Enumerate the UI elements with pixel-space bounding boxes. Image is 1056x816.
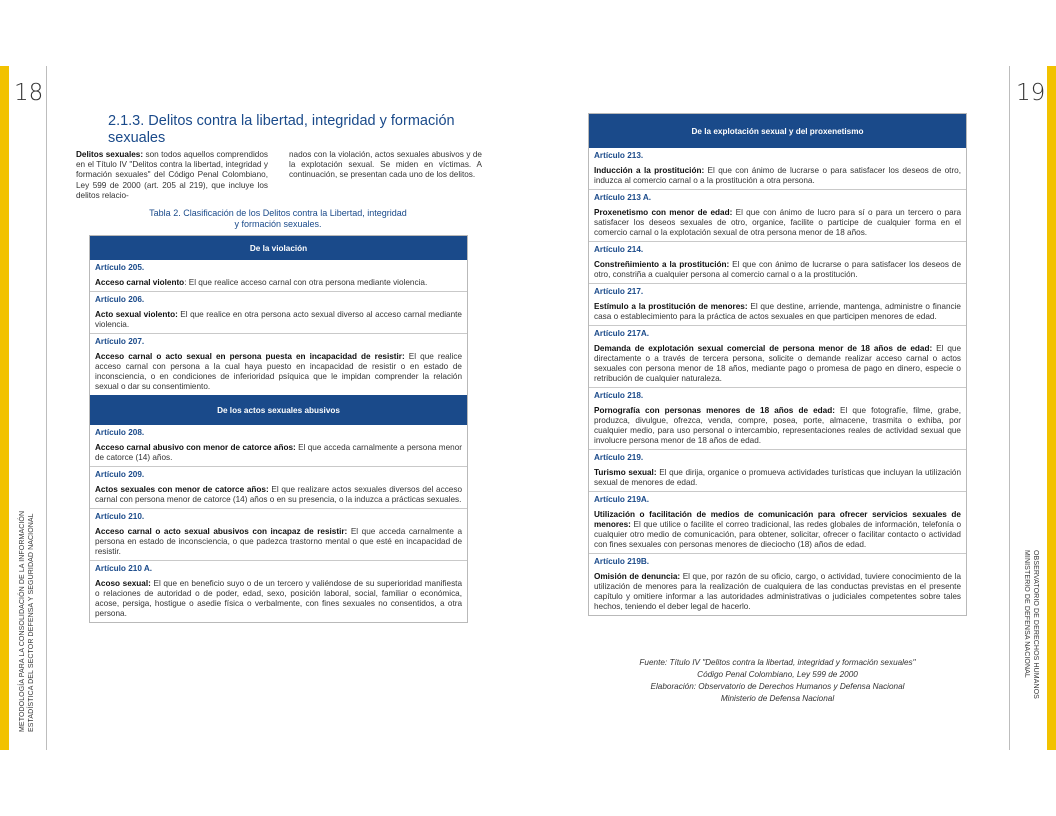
article-number: Artículo 219A. xyxy=(594,495,650,504)
article-number: Artículo 208. xyxy=(95,428,145,437)
article-number: Artículo 214. xyxy=(594,245,644,254)
crime-definition: El que con ánimo de lucrarse o para satisfacer los deseos de otro, constriña a cualquier persona al comercio carnal o a la prostitución. xyxy=(594,260,961,279)
crime-name: Actos sexuales con menor de catorce años: xyxy=(95,485,269,494)
side-left-line1: METODOLOGÍA PARA LA CONSOLIDACIÓN DE LA INFORMACIÓN xyxy=(19,510,26,732)
classification-table-right xyxy=(588,113,967,616)
article-description xyxy=(95,527,462,557)
table-row xyxy=(90,333,467,395)
crime-definition: : El que realice acceso carnal con otra persona mediante violencia. xyxy=(184,278,428,287)
crime-name: Acceso carnal o acto sexual abusivos con incapaz de resistir: xyxy=(95,527,348,536)
table-row xyxy=(90,260,467,291)
article-number: Artículo 206. xyxy=(95,295,145,304)
article-number: Artículo 210. xyxy=(95,512,145,521)
article-number: Artículo 219. xyxy=(594,453,644,462)
crime-definition: El que acceda carnalmente a persona en estado de inconsciencia, o que padezca trastorno mental o que esté en incapacidad de resistir. xyxy=(95,527,462,556)
crime-definition: El que en beneficio suyo o de un tercero y valiéndose de su superioridad manifiesta o relaciones de autoridad o de poder, edad, sexo, posición laboral, social, familiar o económica, acose, persiga, hostigue o asedie física o verbalmente, con fines sexuales no consentidos, a otra persona. xyxy=(95,579,463,618)
crime-definition: El que realizare actos sexuales diversos del acceso carnal con persona menor de catorce (14) años o en su presencia, o la induzca a prácticas sexuales. xyxy=(95,485,462,504)
article-description xyxy=(95,443,462,463)
table-row xyxy=(589,148,966,189)
article-description xyxy=(594,260,961,280)
crime-definition: El que fotografíe, filme, grabe, produzca, divulgue, ofrezca, venda, compre, posea, porte, almacene, trasmita o exhiba, por cualquier medio, para uso personal o intercambio, representaciones reales de actividad sexual que involucre persona menor de 18 años de edad. xyxy=(594,406,961,445)
page-number-right: 19 xyxy=(1016,80,1046,106)
right-margin-line xyxy=(1009,66,1010,750)
article-number: Artículo 217A. xyxy=(594,329,650,338)
article-number: Artículo 207. xyxy=(95,337,145,346)
article-description xyxy=(95,579,462,619)
article-description xyxy=(594,468,961,488)
article-number: Artículo 210 A. xyxy=(95,564,153,573)
crime-definition: El que realice en otra persona acto sexual diverso al acceso carnal mediante violencia. xyxy=(95,310,462,329)
article-description xyxy=(594,344,961,384)
table-row xyxy=(589,325,966,387)
table-row xyxy=(589,241,966,283)
article-number: Artículo 213 A. xyxy=(594,193,652,202)
crime-definition: El que directamente o a través de tercera persona, solicite o demande realizar acceso carnal o actos sexuales con persona menor de 18 años, mediante pago o promesa de pago en dinero, especie o retribución de cualquier naturaleza. xyxy=(594,344,961,383)
side-left-line2: ESTADÍSTICA DEL SECTOR DEFENSA Y SEGURIDAD NACIONAL xyxy=(28,513,35,732)
crime-name: Constreñimiento a la prostitución: xyxy=(594,260,730,269)
article-number: Artículo 219B. xyxy=(594,557,650,566)
table-row xyxy=(90,291,467,333)
crime-name: Pornografía con personas menores de 18 años de edad: xyxy=(594,406,835,415)
article-description xyxy=(594,208,961,238)
article-description xyxy=(95,352,462,392)
table-header-violacion: De la violación xyxy=(90,236,467,260)
article-description xyxy=(594,166,961,186)
article-number: Artículo 209. xyxy=(95,470,145,479)
table-row xyxy=(90,560,467,622)
section-heading: 2.1.3. Delitos contra la libertad, integridad y formación sexuales xyxy=(108,113,455,146)
right-yellow-edge xyxy=(1047,66,1056,750)
intro-column-2: nados con la violación, actos sexuales abusivos y de la explotación sexual. Se miden en víctimas. A continuación, se presentan cada uno de los delitos. xyxy=(289,150,482,180)
crime-definition: El que dirija, organice o promueva actividades turísticas que incluyan la utilización sexual de menores de edad. xyxy=(594,468,961,487)
table-caption xyxy=(90,208,466,230)
intro-term: Delitos sexuales: xyxy=(76,150,144,159)
intro-column-1 xyxy=(76,150,268,201)
crime-name: Omisión de denuncia: xyxy=(594,572,681,581)
source-line3: Elaboración: Observatorio de Derechos Humanos y Defensa Nacional xyxy=(650,682,905,691)
side-right-line1: OBSERVATORIO DE DERECHOS HUMANOS xyxy=(1032,550,1039,699)
crime-definition: El que realice acceso carnal con persona a la cual haya puesto en incapacidad de resistir o en estado de inconsciencia, o en condiciones de inferioridad psíquica que le impidan comprender la relación sexual o dar su consentimiento. xyxy=(95,352,462,391)
article-description xyxy=(95,310,462,330)
table-row xyxy=(589,553,966,615)
article-description xyxy=(95,485,462,505)
article-description xyxy=(594,406,961,446)
crime-name: Turismo sexual: xyxy=(594,468,657,477)
side-right-line2: MINISTERIO DE DEFENSA NACIONAL xyxy=(1023,550,1030,678)
page-number-left: 18 xyxy=(14,80,44,106)
crime-name: Acceso carnal violento xyxy=(95,278,185,287)
table-row xyxy=(589,387,966,449)
table-row xyxy=(90,425,467,466)
table-source-note xyxy=(588,657,967,705)
table-row xyxy=(589,189,966,241)
intro-text-1: son todos aquellos comprendidos en el Título IV "Delitos contra la libertad, integridad y formación sexuales" del Código Penal Colombiano, Ley 599 de 2000 (art. 205 al 219), que incluye los delitos relacio- xyxy=(76,150,268,200)
crime-name: Acoso sexual: xyxy=(95,579,151,588)
source-line1: Fuente: Título IV "Delitos contra la libertad, integridad y formación sexuales" xyxy=(639,658,916,667)
crime-definition: El que, por razón de su oficio, cargo, o actividad, tuviere conocimiento de la utilización de menores para la realización de cualquiera de las conductas previstas en el presente capítulo y omitiere informar a las autoridades administrativas o judiciales competentes sobre tales hechos, teniendo el deber legal de hacerlo. xyxy=(594,572,961,611)
crime-name: Acceso carnal o acto sexual en persona puesta en incapacidad de resistir: xyxy=(95,352,405,361)
article-number: Artículo 217. xyxy=(594,287,644,296)
article-description xyxy=(95,278,462,288)
side-running-title-left xyxy=(18,511,36,732)
source-line2: Código Penal Colombiano, Ley 599 de 2000 xyxy=(697,670,858,679)
table-row xyxy=(589,283,966,325)
crime-definition: El que con ánimo de lucrarse o para satisfacer los deseos de otro, induzca al comercio carnal o a la prostitución a otra persona. xyxy=(594,166,961,185)
crime-name: Inducción a la prostitución: xyxy=(594,166,705,175)
table-row xyxy=(90,508,467,560)
table-header-explotacion: De la explotación sexual y del proxenetismo xyxy=(589,114,966,148)
table-row xyxy=(589,449,966,491)
crime-name: Proxenetismo con menor de edad: xyxy=(594,208,733,217)
article-number: Artículo 205. xyxy=(95,263,145,272)
left-margin-line xyxy=(46,66,47,750)
table-header-actos-abusivos: De los actos sexuales abusivos xyxy=(90,395,467,425)
crime-name: Estímulo a la prostitución de menores: xyxy=(594,302,748,311)
crime-name: Demanda de explotación sexual comercial de persona menor de 18 años de edad: xyxy=(594,344,933,353)
caption-line2: y formación sexuales. xyxy=(234,219,322,229)
crime-definition: El que destine, arriende, mantenga, administre o financie casa o establecimiento para la práctica de actos sexuales en que participen menores de edad. xyxy=(594,302,961,321)
crime-name: Acceso carnal abusivo con menor de catorce años: xyxy=(95,443,296,452)
source-line4: Ministerio de Defensa Nacional xyxy=(720,694,835,703)
article-description xyxy=(594,572,961,612)
left-yellow-edge xyxy=(0,66,9,750)
crime-definition: El que con ánimo de lucro para sí o para un tercero o para satisfacer los deseos sexuales de otro, organice, facilite o participe de cualquier forma en el comercio carnal o la explotación sexual de otra persona menor de 18 años. xyxy=(594,208,961,237)
crime-name: Acto sexual violento: xyxy=(95,310,178,319)
article-description xyxy=(594,510,961,550)
article-number: Artículo 218. xyxy=(594,391,644,400)
table-row xyxy=(589,491,966,553)
crime-definition: El que utilice o facilite el correo tradicional, las redes globales de información, telefonía o cualquier otro medio de comunicación, para obtener, solicitar, ofrecer o facilitar contacto o actividad con fines sexuales con personas menores de dieciocho (18) años de edad. xyxy=(594,520,961,549)
caption-line1: Tabla 2. Clasificación de los Delitos contra la Libertad, integridad xyxy=(149,208,407,218)
table-row xyxy=(90,466,467,508)
side-running-title-right xyxy=(1022,550,1040,699)
crime-definition: El que acceda carnalmente a persona menor de catorce (14) años. xyxy=(95,443,462,462)
article-description xyxy=(594,302,961,322)
article-number: Artículo 213. xyxy=(594,151,644,160)
crime-name: Utilización o facilitación de medios de comunicación para ofrecer servicios sexuales de menores: xyxy=(594,510,961,529)
classification-table-left xyxy=(89,235,468,623)
